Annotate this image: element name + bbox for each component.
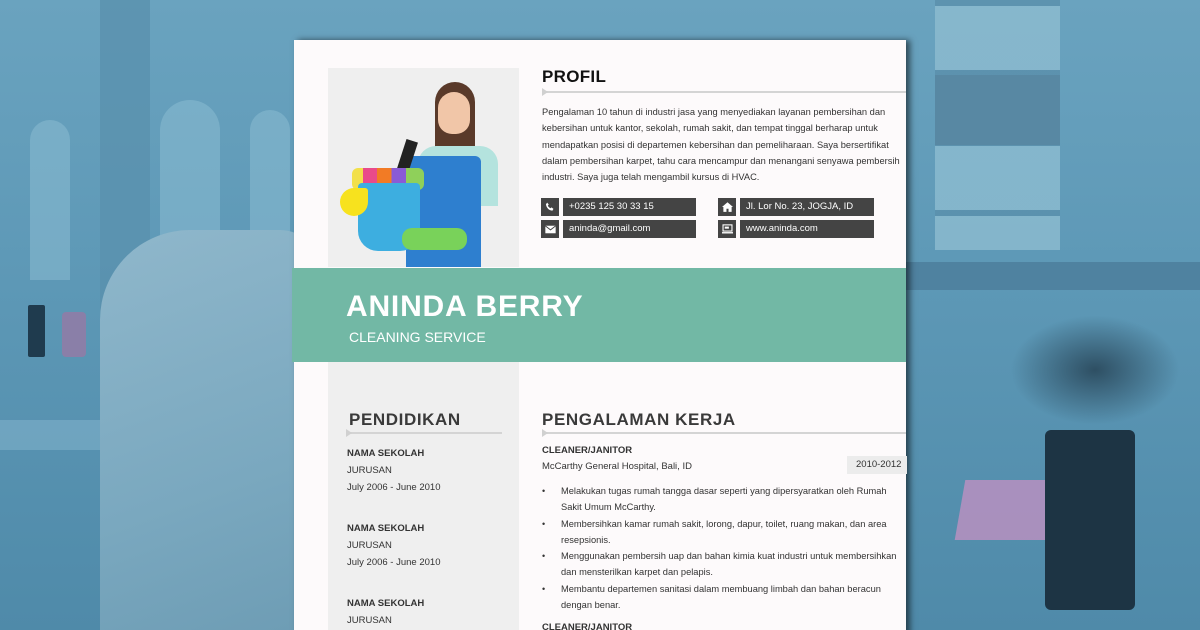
phone-number: +0235 125 30 33 15 [563, 198, 696, 216]
school-period: July 2006 - June 2010 [347, 482, 441, 493]
background-building-block [935, 75, 1060, 145]
education-item [347, 596, 424, 629]
laptop-icon [718, 220, 736, 238]
email-address: aninda@gmail.com [563, 220, 696, 238]
envelope-icon [541, 220, 559, 238]
contact-phone [541, 198, 696, 216]
job-period: 2010-2012 [847, 456, 907, 474]
school-major: JURUSAN [347, 465, 392, 476]
job-company: McCarthy General Hospital, Bali, ID [542, 461, 692, 472]
home-icon [718, 198, 736, 216]
school-name: NAMA SEKOLAH [347, 448, 425, 459]
job-duties-list [542, 483, 902, 613]
contact-email [541, 220, 696, 238]
school-period: July 2006 - June 2010 [347, 557, 441, 568]
education-item [347, 521, 440, 571]
home-address: Jl. Lor No. 23, JOGJA, ID [740, 198, 874, 216]
job-title: CLEANER/JANITOR [542, 445, 633, 456]
background-bottle [62, 312, 86, 357]
job-duty: • Melakukan tugas rumah tangga dasar seperti yang dipersyaratkan oleh Rumah Sakit Umum McCarthy. [542, 483, 902, 516]
education-item [347, 446, 440, 496]
school-name: NAMA SEKOLAH [347, 523, 425, 534]
profile-photo [328, 68, 519, 267]
background-bottle [28, 305, 45, 357]
background-pot [1045, 430, 1135, 610]
section-divider [542, 91, 906, 93]
school-major: JURUSAN [347, 540, 392, 551]
education-title: PENDIDIKAN [349, 410, 461, 429]
name-banner [292, 268, 906, 362]
job-duty: • Membantu departemen sanitasi dalam membuang limbah dan bahan beracun dengan benar. [542, 581, 902, 614]
contact-address [718, 198, 874, 216]
background-plant [1010, 315, 1180, 425]
school-name: NAMA SEKOLAH [347, 598, 425, 609]
left-column [328, 362, 519, 630]
phone-icon [541, 198, 559, 216]
section-divider [542, 432, 906, 434]
job-title: CLEANER/JANITOR [542, 622, 633, 630]
profile-title: PROFIL [542, 67, 607, 86]
background-window [30, 120, 70, 280]
candidate-name: ANINDA BERRY [346, 290, 584, 323]
background-desk [905, 262, 1200, 290]
background-person [100, 230, 320, 630]
contact-website [718, 220, 874, 238]
website-url: www.aninda.com [740, 220, 874, 238]
experience-title: PENGALAMAN KERJA [542, 410, 736, 429]
job-duty: • Menggunakan pembersih uap dan bahan kimia kuat industri untuk membersihkan dan mensterilkan karpet dan pelapis. [542, 548, 902, 581]
school-major: JURUSAN [347, 615, 392, 626]
job-duty: • Membersihkan kamar rumah sakit, lorong, dapur, toilet, ruang makan, dan area resepsionis. [542, 516, 902, 549]
profile-summary: Pengalaman 10 tahun di industri jasa yang menyediakan layanan pembersihan dan kebersihan untuk kantor, sekolah, rumah sakit, dan tempat tinggal berharap untuk mendapatkan posisi di departemen kebersihan dan pemeliharaan. Saya bersertifikat dalam pembersihan karpet, tahu cara mencampur dan menangani senyawa pembersih industri. Saya juga telah mengambil kursus di HVAC. [542, 107, 900, 183]
candidate-role: CLEANING SERVICE [349, 329, 486, 345]
section-divider [346, 432, 502, 434]
